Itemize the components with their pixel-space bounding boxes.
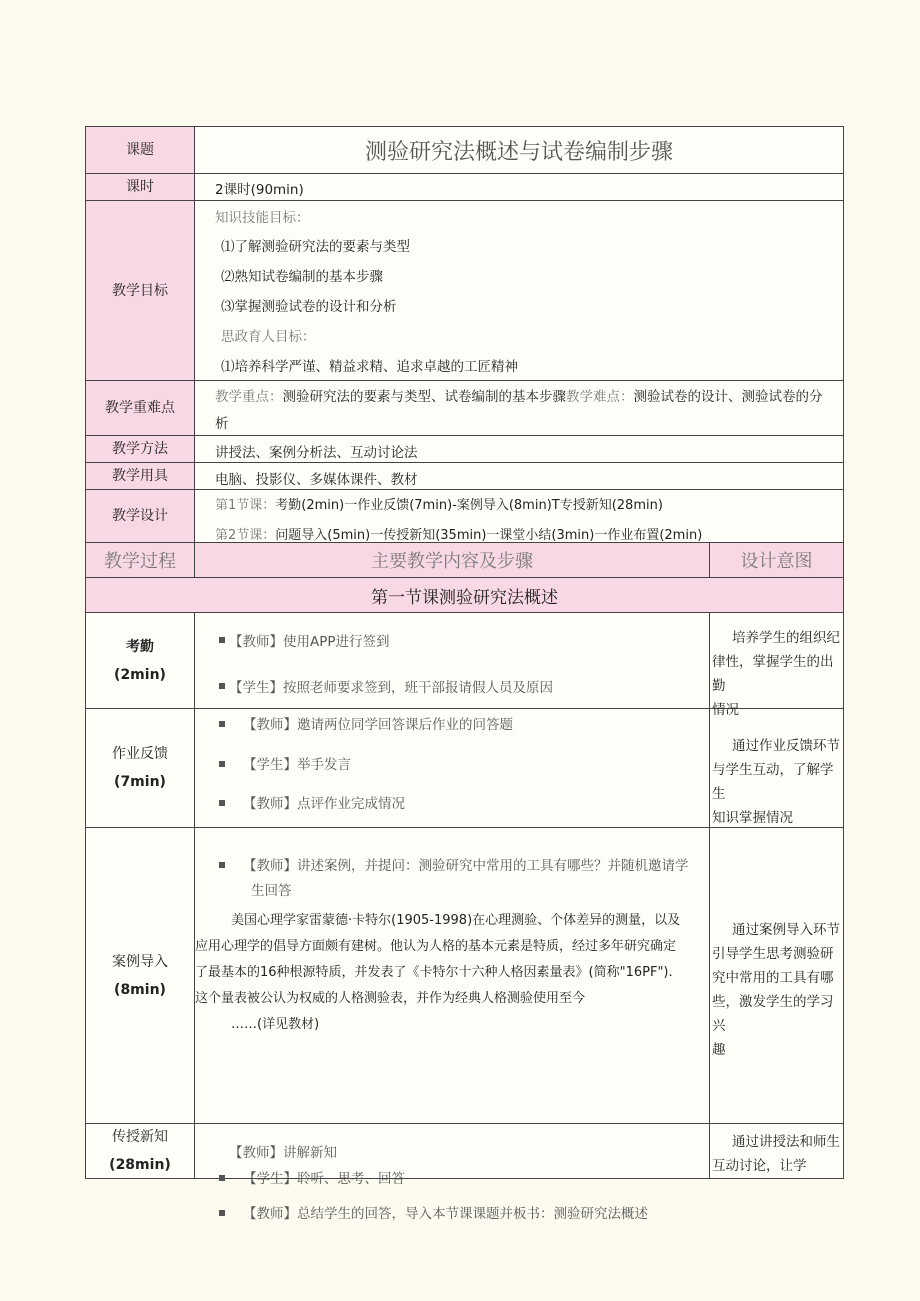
process-header-label: 教学过程 [104,551,176,572]
lesson2-heading: 第2节课： [215,528,276,543]
teaching-label-cell [86,1124,195,1178]
intent-line: 通过讲授法和师生 [732,1134,840,1150]
method-value-cell [195,436,844,463]
attendance-duration: (2min) [114,666,166,683]
topic-label-cell [86,127,195,174]
objectives-label-cell [86,201,195,381]
topic-label: 课题 [126,142,154,158]
process-header-col3 [710,543,844,578]
homework-intent-cell [710,709,844,828]
lesson1-text: 考勤(2min)一作业反馈(7min)-案例导入(8min)T专授新知(28min) [275,498,663,513]
case-paragraph: 美国心理学家雷蒙德·卡特尔(1905-1998)在心理测验、个体差异的测量，以及 应用心理学的倡导方面颇有建树。他认为人格的基本元素是特质，经过多年研究确定 了最基本的16种根源特质，并发表了《卡特尔十六种人格因素量表》(简称"16PF"). 这个量表被公认为权威的人格测验表，并作为经典人格测验使用至今 ……(详见教材) [195,908,709,1038]
intent-line: 些，激发学生的学习兴 [712,994,834,1034]
hours-value: 2课时(90min) [215,182,304,198]
design-label-cell [86,490,195,543]
method-label: 教学方法 [112,441,168,457]
objective-item: ⑶掌握测验试卷的设计和分析 [221,299,397,315]
intent-line: 培养学生的组织纪 [732,630,840,646]
focus-heading: 教学重点： [215,389,283,405]
difficulty-text-continued: 析 [215,416,229,432]
intent-line: 与学生互动，了解学生 [712,762,834,802]
list-item-continued: 生回答 [251,883,292,899]
objective-item: ⑴了解测验研究法的要素与类型 [221,239,410,255]
list-item: 【学生】举手发言 [219,753,351,773]
difficulty-heading: 教学难点： [566,389,634,405]
tools-label-cell [86,463,195,490]
teaching-text: 【教师】讲解新知 [229,1145,337,1161]
intent-line: 引导学生思考测验研 [712,946,834,962]
list-item: 【教师】点评作业完成情况 [219,792,405,812]
homework-content-cell [195,709,710,828]
knowledge-heading: 知识技能目标： [215,210,310,226]
hours-label-cell [86,174,195,201]
lesson2-text: 问题导入(5min)一传授新知(35min)一课堂小结(3min)一作业布置(2min) [275,528,703,543]
method-label-cell [86,436,195,463]
homework-label-cell [86,709,195,828]
teaching-intent-cell [710,1124,844,1178]
intent-line: 互动讨论，让学 [712,1158,807,1174]
case-duration: (8min) [114,981,166,998]
objectives-label: 教学目标 [112,282,168,299]
intent-line: 究中常用的工具有哪 [712,970,834,986]
section-title-row [86,578,844,613]
tools-label: 教学用具 [112,468,168,484]
keypoints-label-cell [86,381,195,436]
topic-title-cell [195,127,844,174]
intent-line: 情况 [712,702,739,718]
list-item: 【学生】按照老师要求签到，班干部报请假人员及原因 [219,676,553,696]
lesson1-heading: 第1节课： [215,498,276,513]
design-label: 教学设计 [112,508,168,524]
attendance-label: 考勤 [126,638,154,655]
teaching-label: 传授新知 [112,1129,168,1145]
hours-label: 课时 [126,179,154,195]
attendance-intent-cell [710,613,844,718]
keypoints-label: 教学重难点 [105,400,175,416]
objective-item: ⑵熟知试卷编制的基本步骤 [221,269,383,285]
ideology-heading: 思政育人目标： [221,329,316,345]
content-header-label: 主要教学内容及步骤 [371,551,533,572]
method-value: 讲授法、案例分析法、互动讨论法 [215,445,418,461]
intent-line: 律性，掌握学生的出勤 [712,654,834,694]
difficulty-text: 测验试卷的设计、测验试卷的分 [633,389,823,405]
intent-line: 知识掌握情况 [712,810,793,826]
tools-value-cell [195,463,844,490]
lesson-plan-table [85,126,844,1222]
list-item: 【教师】使用APP进行签到 [219,630,390,650]
homework-duration: (7min) [114,774,166,790]
keypoints-content-cell [195,381,844,436]
ideology-item: ⑴培养科学严谨、精益求精、追求卓越的工匠精神 [221,359,518,375]
case-label-cell [86,828,195,1124]
process-header-col2 [195,543,710,578]
intent-line: 通过案例导入环节 [732,922,840,938]
focus-text: 测验研究法的要素与类型、试卷编制的基本步骤 [282,389,566,405]
list-item: 【教师】讲述案例，并提问：测验研究中常用的工具有哪些？并随机邀请学 [219,854,689,874]
homework-label: 作业反馈 [112,746,168,762]
hours-value-cell [195,174,844,201]
intent-line: 通过作业反馈环节 [732,738,840,754]
tools-value: 电脑、投影仪、多媒体课件、教材 [215,472,418,488]
section-title: 第一节课测验研究法概述 [371,587,558,608]
teaching-duration: (28min) [109,1157,171,1173]
intent-header-label: 设计意图 [740,551,813,572]
design-content-cell [195,490,844,543]
page-title: 测验研究法概述与试卷编制步骤 [364,139,673,165]
case-label: 案例导入 [112,953,168,970]
attendance-label-cell [86,613,195,709]
case-intent-cell [710,828,844,1124]
intent-line: 趣 [712,1042,726,1058]
process-header-col1 [86,543,195,578]
objectives-content-cell [195,201,844,381]
teaching-content-cell [195,1124,710,1178]
case-ellipsis: ……(详见教材) [231,1017,320,1032]
list-item: 【教师】邀请两位同学回答课后作业的问答题 [219,713,513,733]
list-item: 【教师】总结学生的回答，导入本节课课题并板书：测验研究法概述 [219,1202,648,1222]
attendance-content-cell [195,613,710,709]
list-item: 【学生】聆听、思考、回答 [219,1167,405,1187]
